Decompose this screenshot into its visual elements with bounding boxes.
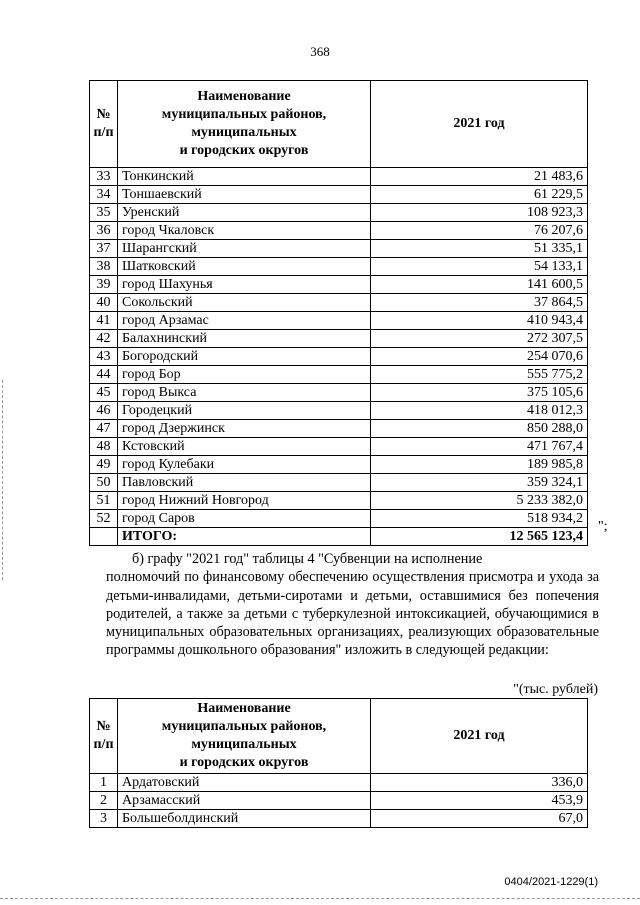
table-row (90, 186, 588, 204)
row-number: 36 (90, 222, 118, 240)
row-value: 453,9 (371, 792, 588, 810)
row-value: 410 943,4 (371, 312, 588, 330)
row-name: Балахнинский (118, 330, 371, 348)
row-value: 37 864,5 (371, 294, 588, 312)
row-name: город Бор (118, 366, 371, 384)
unit-note: "(тыс. рублей) (513, 682, 598, 697)
table-row (90, 456, 588, 474)
row-name: Кстовский (118, 438, 371, 456)
row-name: Арзамасский (118, 792, 371, 810)
row-number: 52 (90, 510, 118, 528)
table-row (90, 810, 588, 828)
header-name: Наименование муниципальных районов, муниципальных и городских округов (118, 81, 371, 168)
page-number: 368 (310, 44, 330, 59)
row-value: 518 934,2 (371, 510, 588, 528)
paragraph-first-line: б) графу "2021 год" таблицы 4 "Субвенции на исполнение (132, 551, 483, 567)
row-number: 42 (90, 330, 118, 348)
row-name: город Нижний Новгород (118, 492, 371, 510)
row-name: город Выкса (118, 384, 371, 402)
row-number: 37 (90, 240, 118, 258)
row-name: город Кулебаки (118, 456, 371, 474)
row-number: 47 (90, 420, 118, 438)
row-value: 61 229,5 (371, 186, 588, 204)
row-number: 38 (90, 258, 118, 276)
row-name: Шарангский (118, 240, 371, 258)
row-number: 3 (90, 810, 118, 828)
row-value: 108 923,3 (371, 204, 588, 222)
row-number: 50 (90, 474, 118, 492)
row-number: 33 (90, 168, 118, 186)
row-name: Шатковский (118, 258, 371, 276)
row-number: 2 (90, 792, 118, 810)
row-name: город Арзамас (118, 312, 371, 330)
row-value: 272 307,5 (371, 330, 588, 348)
table-row (90, 438, 588, 456)
table-row (90, 792, 588, 810)
row-value: 76 207,6 (371, 222, 588, 240)
row-name: Городецкий (118, 402, 371, 420)
table-row (90, 492, 588, 510)
row-name: Богородский (118, 348, 371, 366)
header-year: 2021 год (371, 81, 588, 168)
row-number: 43 (90, 348, 118, 366)
table-body (90, 774, 588, 828)
table-row (90, 330, 588, 348)
row-value: 555 775,2 (371, 366, 588, 384)
header-year: 2021 год (371, 699, 588, 774)
row-value: 21 483,6 (371, 168, 588, 186)
row-value: 67,0 (371, 810, 588, 828)
row-number: 39 (90, 276, 118, 294)
row-value: 141 600,5 (371, 276, 588, 294)
subsidy-table-continued (89, 80, 588, 546)
row-value: 359 324,1 (371, 474, 588, 492)
header-number: № п/п (90, 699, 118, 774)
table-row (90, 258, 588, 276)
scan-edge-left (2, 380, 4, 580)
table-row (90, 240, 588, 258)
row-number: 51 (90, 492, 118, 510)
row-name: Тонкинский (118, 168, 371, 186)
row-name: Павловский (118, 474, 371, 492)
row-number: 45 (90, 384, 118, 402)
total-value: 12 565 123,4 (371, 528, 588, 546)
total-row (90, 528, 588, 546)
header-name: Наименование муниципальных районов, муниципальных и городских округов (118, 699, 371, 774)
row-number: 49 (90, 456, 118, 474)
total-label: ИТОГО: (118, 528, 371, 546)
table-row (90, 384, 588, 402)
table-row (90, 276, 588, 294)
table-row (90, 402, 588, 420)
table-row (90, 774, 588, 792)
row-number: 48 (90, 438, 118, 456)
row-name: Тоншаевский (118, 186, 371, 204)
row-value: 254 070,6 (371, 348, 588, 366)
row-number: 34 (90, 186, 118, 204)
row-value: 375 105,6 (371, 384, 588, 402)
table-row (90, 204, 588, 222)
row-value: 51 335,1 (371, 240, 588, 258)
row-value: 5 233 382,0 (371, 492, 588, 510)
row-number: 46 (90, 402, 118, 420)
row-name: Сокольский (118, 294, 371, 312)
row-value: 418 012,3 (371, 402, 588, 420)
table-row (90, 366, 588, 384)
table-row (90, 348, 588, 366)
row-value: 850 288,0 (371, 420, 588, 438)
header-number: № п/п (90, 81, 118, 168)
row-name: город Саров (118, 510, 371, 528)
row-name: Уренский (118, 204, 371, 222)
subsidy-table-4 (89, 698, 588, 828)
row-value: 471 767,4 (371, 438, 588, 456)
table-row (90, 222, 588, 240)
row-value: 189 985,8 (371, 456, 588, 474)
table-row (90, 168, 588, 186)
row-name: город Шахунья (118, 276, 371, 294)
row-name: Ардатовский (118, 774, 371, 792)
row-number: 41 (90, 312, 118, 330)
row-number: 1 (90, 774, 118, 792)
paragraph-body: полномочий по финансовому обеспечению осуществления присмотра и ухода за детьми-инвалидами, детьми-сиротами и детьми, оставшимися без попечения родителей, а также за детьми с туберкулезной интоксикацией, обучающимися в муниципальных образовательных организациях, реализующих образовательные программы дошкольного образования" изложить в следующей редакции: (106, 569, 599, 659)
table-row (90, 312, 588, 330)
row-value: 336,0 (371, 774, 588, 792)
row-number: 35 (90, 204, 118, 222)
table-row (90, 420, 588, 438)
amendment-paragraph (106, 550, 599, 660)
table-row (90, 510, 588, 528)
table-body (90, 168, 588, 528)
row-number: 40 (90, 294, 118, 312)
row-name: город Чкаловск (118, 222, 371, 240)
scan-edge-bottom (0, 898, 640, 900)
table-closing-quote: "; (598, 519, 608, 534)
total-number-cell (90, 528, 118, 546)
table-row (90, 474, 588, 492)
row-value: 54 133,1 (371, 258, 588, 276)
document-code: 0404/2021-1229(1) (504, 876, 598, 888)
table-row (90, 294, 588, 312)
row-number: 44 (90, 366, 118, 384)
row-name: Большеболдинский (118, 810, 371, 828)
row-name: город Дзержинск (118, 420, 371, 438)
